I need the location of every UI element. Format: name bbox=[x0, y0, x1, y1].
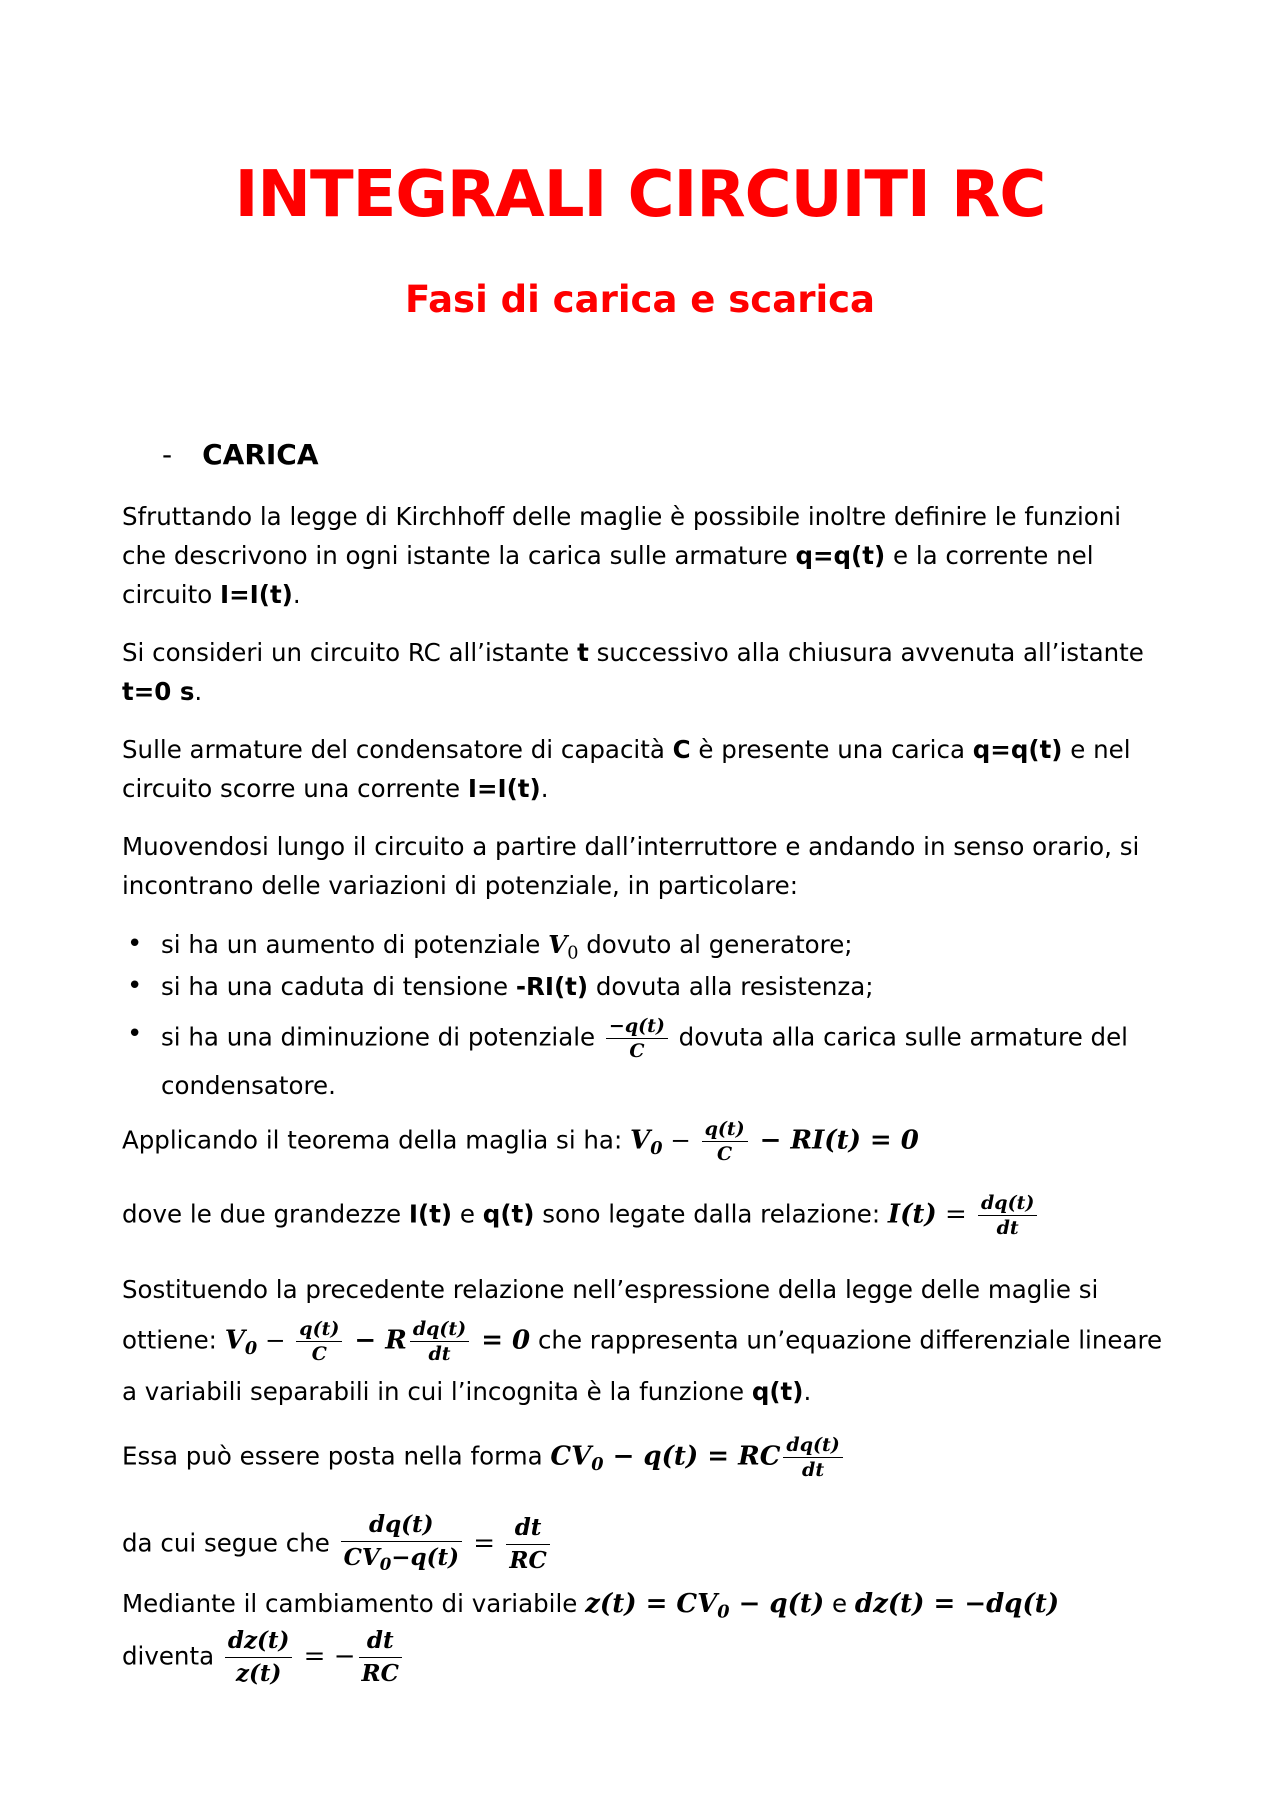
paragraph-2-line-2 bbox=[122, 672, 202, 711]
text-run: diventa bbox=[122, 1641, 222, 1671]
math-expression: dz(t) = −dq(t) bbox=[854, 1589, 1060, 1619]
bold-run: C bbox=[672, 735, 691, 764]
text-run: Si consideri un circuito RC all’istante bbox=[122, 638, 578, 667]
math-expression: z(t) = CV bbox=[585, 1589, 718, 1619]
bold-run: I=I(t) bbox=[467, 774, 541, 803]
differential-equation-line bbox=[122, 1318, 1162, 1368]
result-line bbox=[122, 1626, 405, 1689]
bullet-text bbox=[161, 967, 874, 1006]
section-label: CARICA bbox=[202, 438, 319, 471]
page-title: INTEGRALI CIRCUITI RC bbox=[234, 158, 1046, 232]
paragraph-1-line-3 bbox=[122, 575, 301, 614]
math-expression: CV bbox=[343, 1544, 380, 1571]
fraction bbox=[359, 1626, 402, 1689]
fraction bbox=[702, 1118, 748, 1165]
math-operator: = bbox=[936, 1199, 976, 1230]
math-operator: − bbox=[662, 1125, 699, 1155]
text-run: dovuta alla resistenza; bbox=[588, 972, 874, 1001]
text-run: dove le due grandezze bbox=[122, 1199, 409, 1229]
fraction-denominator: dt bbox=[428, 1343, 451, 1365]
fraction-denominator: RC bbox=[509, 1546, 547, 1574]
math-operator: − bbox=[257, 1325, 294, 1355]
math-expression: I(t) bbox=[887, 1199, 937, 1230]
fraction-denominator: C bbox=[717, 1143, 733, 1165]
text-run: e nel bbox=[1062, 735, 1131, 764]
math-expression: −q(t) bbox=[391, 1544, 460, 1571]
math-operator: = bbox=[465, 1528, 504, 1559]
fraction-denominator: C bbox=[311, 1343, 327, 1365]
substitution-line bbox=[122, 1584, 1059, 1631]
fraction bbox=[410, 1318, 469, 1365]
paragraph-2-line-1 bbox=[122, 633, 1144, 672]
text-run: da cui segue che bbox=[122, 1528, 338, 1558]
fraction-denominator: z(t) bbox=[235, 1660, 282, 1687]
math-subscript: 0 bbox=[379, 1553, 392, 1574]
text-run: . bbox=[194, 677, 203, 706]
bold-run: q=q(t) bbox=[972, 735, 1063, 764]
text-run: successivo alla chiusura avvenuta all’istante bbox=[588, 638, 1144, 667]
text-run: Sulle armature del condensatore di capacità bbox=[122, 735, 673, 764]
paragraph-5-line-3 bbox=[122, 1372, 811, 1411]
fraction bbox=[606, 1015, 668, 1062]
text-run: sono legate dalla relazione: bbox=[534, 1199, 888, 1229]
bullet-dot: • bbox=[127, 971, 143, 1001]
bold-run: t bbox=[577, 638, 589, 667]
fraction bbox=[296, 1318, 342, 1365]
text-run: . bbox=[540, 774, 549, 803]
fraction-numerator: q(t) bbox=[296, 1318, 342, 1342]
maglia-equation-line bbox=[122, 1118, 919, 1168]
paragraph-4-line-1: Muovendosi lungo il circuito a partire dall’interruttore e andando in senso orario, si bbox=[122, 832, 1140, 861]
paragraph-3-line-2 bbox=[122, 769, 549, 808]
fraction bbox=[783, 1434, 842, 1481]
bold-run: q=q(t) bbox=[795, 541, 886, 570]
text-run: che descrivono in ogni istante la carica sulle armature bbox=[122, 541, 796, 570]
section-heading-carica bbox=[162, 438, 319, 471]
math-subscript: 0 bbox=[567, 943, 579, 964]
paragraph-4-line-2: incontrano delle variazioni di potenziale, in particolare: bbox=[122, 871, 798, 900]
fraction-numerator: dq(t) bbox=[341, 1510, 462, 1542]
equation-form-line bbox=[122, 1434, 846, 1484]
fraction-numerator: dq(t) bbox=[410, 1318, 469, 1342]
fraction-numerator: −q(t) bbox=[606, 1015, 668, 1039]
fraction-denominator: dt bbox=[802, 1459, 825, 1481]
text-run: si ha una caduta di tensione bbox=[161, 972, 516, 1001]
fraction-numerator: q(t) bbox=[702, 1118, 748, 1142]
bold-run: t=0 s bbox=[122, 677, 195, 706]
text-run: circuito bbox=[122, 580, 220, 609]
page-subtitle: Fasi di carica e scarica bbox=[404, 278, 876, 321]
paragraph-1-line-2 bbox=[122, 536, 1094, 575]
fraction-numerator: dz(t) bbox=[225, 1626, 293, 1658]
text-run: e bbox=[824, 1589, 855, 1618]
math-expression: = 0 bbox=[472, 1325, 531, 1356]
text-run: circuito scorre una corrente bbox=[122, 774, 468, 803]
fraction-denominator bbox=[341, 1542, 462, 1579]
fraction bbox=[978, 1192, 1037, 1239]
math-symbol: V bbox=[224, 1325, 245, 1356]
math-expression: − q(t) = RC bbox=[603, 1441, 781, 1472]
text-run: Applicando il teorema della maglia si ha: bbox=[122, 1125, 630, 1155]
fraction-denominator: dt bbox=[996, 1217, 1019, 1239]
bold-run: -RI(t) bbox=[515, 972, 589, 1001]
text-run: e la corrente nel bbox=[885, 541, 1094, 570]
text-run: ottiene: bbox=[122, 1325, 225, 1355]
text-run: . bbox=[292, 580, 301, 609]
math-subscript: 0 bbox=[591, 1453, 604, 1475]
text-run: che rappresenta un’equazione differenziale lineare bbox=[530, 1325, 1163, 1355]
math-expression: − RI(t) = 0 bbox=[750, 1125, 919, 1156]
bold-run: q(t) bbox=[751, 1377, 804, 1406]
bold-run: I(t) bbox=[408, 1199, 453, 1229]
text-run: a variabili separabili in cui l’incognita è la funzione bbox=[122, 1377, 752, 1406]
math-expression: − R bbox=[345, 1325, 407, 1356]
fraction-numerator: dq(t) bbox=[978, 1192, 1037, 1216]
paragraph-1-line-1: Sfruttando la legge di Kirchhoff delle maglie è possibile inoltre definire le funzioni bbox=[122, 502, 1122, 531]
separation-line bbox=[122, 1510, 553, 1579]
math-expression: CV bbox=[550, 1441, 592, 1472]
text-run: Essa può essere posta nella forma bbox=[122, 1441, 551, 1471]
bold-run: I=I(t) bbox=[220, 580, 293, 609]
paragraph-5-line-1: Sostituendo la precedente relazione nell’espressione della legge delle maglie si bbox=[122, 1275, 1099, 1304]
fraction-denominator: RC bbox=[361, 1660, 399, 1687]
fraction bbox=[341, 1510, 462, 1579]
bullet-item-3-continuation: condensatore. bbox=[161, 1071, 336, 1100]
bullet-text bbox=[161, 1015, 1128, 1062]
fraction bbox=[225, 1626, 293, 1689]
math-symbol: V bbox=[630, 1125, 651, 1156]
text-run: è presente una carica bbox=[690, 735, 973, 764]
fraction-denominator: C bbox=[629, 1040, 645, 1062]
math-expression: − q(t) bbox=[729, 1589, 825, 1619]
bold-run: q(t) bbox=[482, 1199, 535, 1229]
text-run: dovuto al generatore; bbox=[578, 930, 853, 959]
text-run: si ha un aumento di potenziale bbox=[161, 930, 549, 959]
paragraph-3-line-1 bbox=[122, 730, 1131, 769]
fraction-numerator: dt bbox=[506, 1513, 549, 1545]
math-subscript: 0 bbox=[650, 1137, 663, 1159]
math-symbol: V bbox=[548, 930, 568, 959]
text-run: dovuta alla carica sulle armature del bbox=[670, 1022, 1128, 1052]
fraction-numerator: dt bbox=[359, 1626, 402, 1658]
bullet-dot: • bbox=[127, 1019, 143, 1049]
text-run: e bbox=[452, 1199, 483, 1229]
math-subscript: 0 bbox=[717, 1601, 730, 1623]
current-relation-line bbox=[122, 1192, 1040, 1239]
text-run: . bbox=[803, 1377, 812, 1406]
section-dash: - bbox=[162, 438, 173, 471]
math-subscript: 0 bbox=[244, 1337, 258, 1359]
text-run: si ha una diminuzione di potenziale bbox=[161, 1022, 603, 1052]
text-run: Mediante il cambiamento di variabile bbox=[122, 1589, 586, 1618]
math-operator: = − bbox=[295, 1641, 356, 1672]
fraction-numerator: dq(t) bbox=[783, 1434, 842, 1458]
bullet-dot: • bbox=[127, 929, 143, 959]
fraction bbox=[506, 1513, 549, 1576]
